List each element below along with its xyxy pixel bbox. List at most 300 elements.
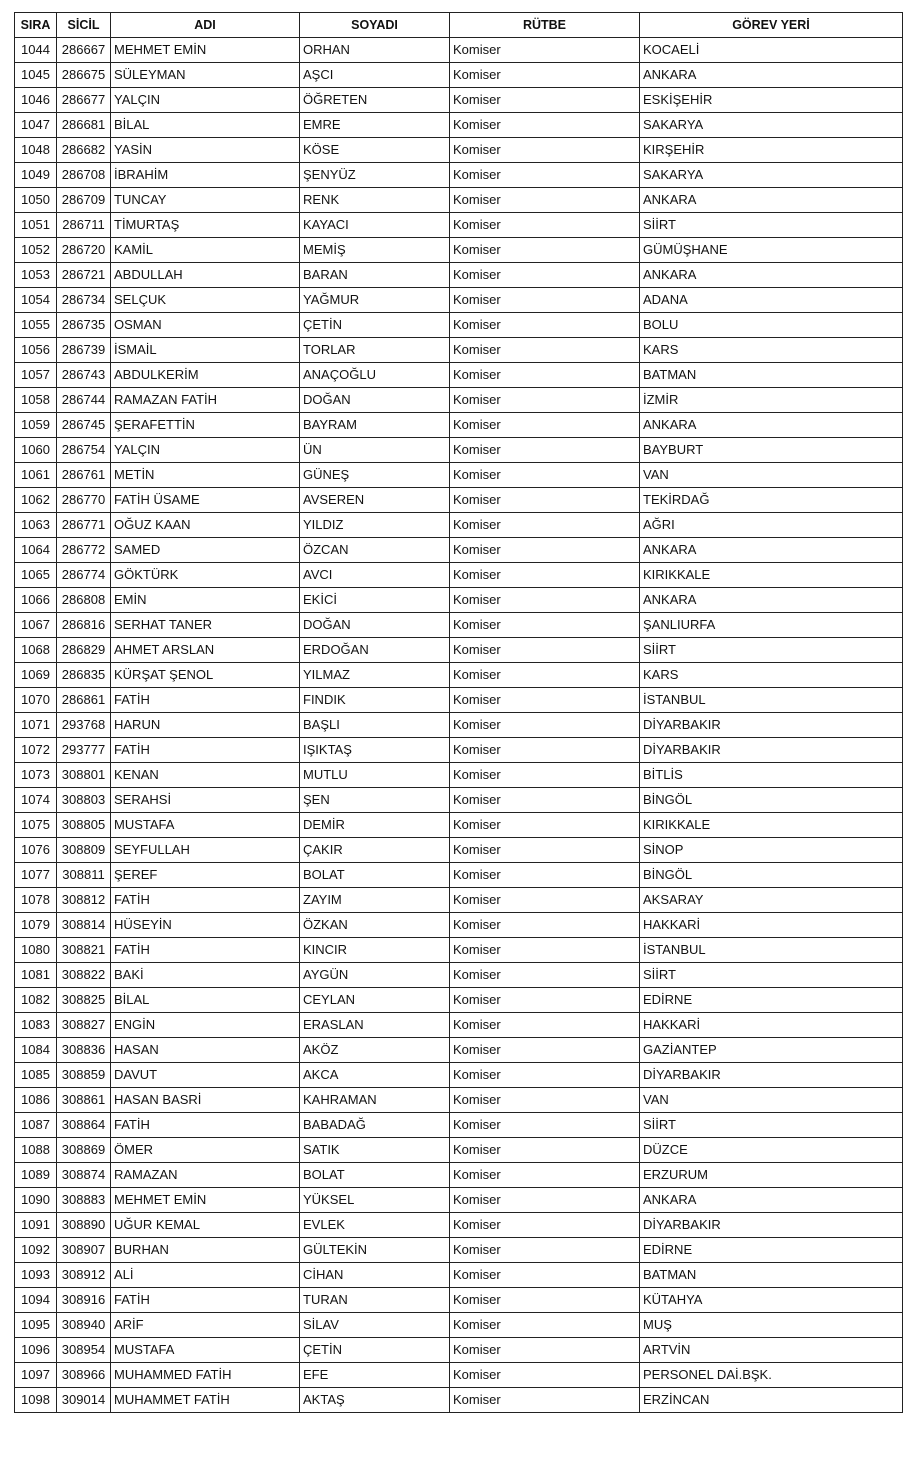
table-row bbox=[15, 88, 903, 113]
soyadi-cell: KAHRAMAN bbox=[300, 1088, 450, 1113]
soyadi-cell: AKÖZ bbox=[300, 1038, 450, 1063]
table-row bbox=[15, 1138, 903, 1163]
adi-cell: EMİN bbox=[111, 588, 300, 613]
gorev-yeri-cell: AKSARAY bbox=[640, 888, 903, 913]
soyadi-cell: DOĞAN bbox=[300, 388, 450, 413]
adi-cell: ABDULKERİM bbox=[111, 363, 300, 388]
table-row bbox=[15, 113, 903, 138]
rutbe-cell: Komiser bbox=[450, 1288, 640, 1313]
soyadi-cell: EMRE bbox=[300, 113, 450, 138]
gorev-yeri-cell: EDİRNE bbox=[640, 988, 903, 1013]
sira-cell: 1056 bbox=[15, 338, 57, 363]
soyadi-cell: YILMAZ bbox=[300, 663, 450, 688]
sira-cell: 1092 bbox=[15, 1238, 57, 1263]
sicil-cell: 286770 bbox=[57, 488, 111, 513]
table-row bbox=[15, 1038, 903, 1063]
sicil-cell: 286739 bbox=[57, 338, 111, 363]
sira-cell: 1076 bbox=[15, 838, 57, 863]
sira-cell: 1094 bbox=[15, 1288, 57, 1313]
sicil-cell: 286734 bbox=[57, 288, 111, 313]
soyadi-cell: ŞEN bbox=[300, 788, 450, 813]
sira-cell: 1073 bbox=[15, 763, 57, 788]
soyadi-cell: BAYRAM bbox=[300, 413, 450, 438]
soyadi-cell: ERDOĞAN bbox=[300, 638, 450, 663]
sicil-cell: 308822 bbox=[57, 963, 111, 988]
rutbe-cell: Komiser bbox=[450, 988, 640, 1013]
rutbe-cell: Komiser bbox=[450, 188, 640, 213]
sicil-cell: 286761 bbox=[57, 463, 111, 488]
adi-cell: FATİH bbox=[111, 688, 300, 713]
adi-cell: SERHAT TANER bbox=[111, 613, 300, 638]
sicil-cell: 308859 bbox=[57, 1063, 111, 1088]
adi-cell: ŞERAFETTİN bbox=[111, 413, 300, 438]
header-sira: SIRA bbox=[15, 13, 57, 38]
sira-cell: 1093 bbox=[15, 1263, 57, 1288]
table-row bbox=[15, 888, 903, 913]
soyadi-cell: ÇETİN bbox=[300, 313, 450, 338]
rutbe-cell: Komiser bbox=[450, 1363, 640, 1388]
sira-cell: 1085 bbox=[15, 1063, 57, 1088]
table-row bbox=[15, 1288, 903, 1313]
gorev-yeri-cell: DİYARBAKIR bbox=[640, 1063, 903, 1088]
soyadi-cell: ZAYIM bbox=[300, 888, 450, 913]
sicil-cell: 286774 bbox=[57, 563, 111, 588]
soyadi-cell: YAĞMUR bbox=[300, 288, 450, 313]
soyadi-cell: AŞCI bbox=[300, 63, 450, 88]
adi-cell: BİLAL bbox=[111, 113, 300, 138]
adi-cell: AHMET ARSLAN bbox=[111, 638, 300, 663]
sira-cell: 1077 bbox=[15, 863, 57, 888]
table-row bbox=[15, 313, 903, 338]
gorev-yeri-cell: TEKİRDAĞ bbox=[640, 488, 903, 513]
sira-cell: 1059 bbox=[15, 413, 57, 438]
adi-cell: OĞUZ KAAN bbox=[111, 513, 300, 538]
adi-cell: YALÇIN bbox=[111, 88, 300, 113]
adi-cell: MUSTAFA bbox=[111, 813, 300, 838]
adi-cell: TUNCAY bbox=[111, 188, 300, 213]
soyadi-cell: KINCIR bbox=[300, 938, 450, 963]
rutbe-cell: Komiser bbox=[450, 1088, 640, 1113]
adi-cell: SAMED bbox=[111, 538, 300, 563]
gorev-yeri-cell: PERSONEL DAİ.BŞK. bbox=[640, 1363, 903, 1388]
soyadi-cell: ÖZKAN bbox=[300, 913, 450, 938]
rutbe-cell: Komiser bbox=[450, 863, 640, 888]
adi-cell: ÖMER bbox=[111, 1138, 300, 1163]
sicil-cell: 308912 bbox=[57, 1263, 111, 1288]
rutbe-cell: Komiser bbox=[450, 438, 640, 463]
table-row bbox=[15, 1063, 903, 1088]
gorev-yeri-cell: AĞRI bbox=[640, 513, 903, 538]
gorev-yeri-cell: KÜTAHYA bbox=[640, 1288, 903, 1313]
rutbe-cell: Komiser bbox=[450, 1138, 640, 1163]
gorev-yeri-cell: SAKARYA bbox=[640, 163, 903, 188]
sicil-cell: 286711 bbox=[57, 213, 111, 238]
adi-cell: SÜLEYMAN bbox=[111, 63, 300, 88]
sicil-cell: 308836 bbox=[57, 1038, 111, 1063]
table-row bbox=[15, 1238, 903, 1263]
soyadi-cell: YÜKSEL bbox=[300, 1188, 450, 1213]
table-row bbox=[15, 263, 903, 288]
gorev-yeri-cell: BATMAN bbox=[640, 363, 903, 388]
sira-cell: 1050 bbox=[15, 188, 57, 213]
soyadi-cell: AKCA bbox=[300, 1063, 450, 1088]
rutbe-cell: Komiser bbox=[450, 913, 640, 938]
header-soyadi: SOYADI bbox=[300, 13, 450, 38]
adi-cell: ARİF bbox=[111, 1313, 300, 1338]
table-row bbox=[15, 963, 903, 988]
adi-cell: ŞEREF bbox=[111, 863, 300, 888]
rutbe-cell: Komiser bbox=[450, 238, 640, 263]
adi-cell: FATİH bbox=[111, 888, 300, 913]
gorev-yeri-cell: KOCAELİ bbox=[640, 38, 903, 63]
rutbe-cell: Komiser bbox=[450, 1063, 640, 1088]
header-sicil: SİCİL bbox=[57, 13, 111, 38]
sicil-cell: 286681 bbox=[57, 113, 111, 138]
sira-cell: 1097 bbox=[15, 1363, 57, 1388]
sicil-cell: 286677 bbox=[57, 88, 111, 113]
soyadi-cell: AYGÜN bbox=[300, 963, 450, 988]
gorev-yeri-cell: KIRIKKALE bbox=[640, 563, 903, 588]
table-row bbox=[15, 1313, 903, 1338]
gorev-yeri-cell: ADANA bbox=[640, 288, 903, 313]
rutbe-cell: Komiser bbox=[450, 713, 640, 738]
gorev-yeri-cell: SİİRT bbox=[640, 213, 903, 238]
sicil-cell: 308864 bbox=[57, 1113, 111, 1138]
sira-cell: 1062 bbox=[15, 488, 57, 513]
sira-cell: 1067 bbox=[15, 613, 57, 638]
adi-cell: MEHMET EMİN bbox=[111, 1188, 300, 1213]
sicil-cell: 286720 bbox=[57, 238, 111, 263]
gorev-yeri-cell: KARS bbox=[640, 338, 903, 363]
gorev-yeri-cell: ARTVİN bbox=[640, 1338, 903, 1363]
sicil-cell: 308805 bbox=[57, 813, 111, 838]
soyadi-cell: YILDIZ bbox=[300, 513, 450, 538]
soyadi-cell: MEMİŞ bbox=[300, 238, 450, 263]
table-row bbox=[15, 788, 903, 813]
personnel-table bbox=[14, 12, 903, 1413]
sira-cell: 1053 bbox=[15, 263, 57, 288]
sicil-cell: 286743 bbox=[57, 363, 111, 388]
sira-cell: 1046 bbox=[15, 88, 57, 113]
sicil-cell: 308803 bbox=[57, 788, 111, 813]
rutbe-cell: Komiser bbox=[450, 388, 640, 413]
soyadi-cell: ANAÇOĞLU bbox=[300, 363, 450, 388]
adi-cell: RAMAZAN FATİH bbox=[111, 388, 300, 413]
sicil-cell: 286772 bbox=[57, 538, 111, 563]
soyadi-cell: IŞIKTAŞ bbox=[300, 738, 450, 763]
gorev-yeri-cell: ESKİŞEHİR bbox=[640, 88, 903, 113]
rutbe-cell: Komiser bbox=[450, 1188, 640, 1213]
soyadi-cell: SATIK bbox=[300, 1138, 450, 1163]
adi-cell: İSMAİL bbox=[111, 338, 300, 363]
rutbe-cell: Komiser bbox=[450, 63, 640, 88]
gorev-yeri-cell: İSTANBUL bbox=[640, 938, 903, 963]
table-row bbox=[15, 288, 903, 313]
sicil-cell: 286771 bbox=[57, 513, 111, 538]
table-row bbox=[15, 1163, 903, 1188]
rutbe-cell: Komiser bbox=[450, 1263, 640, 1288]
sira-cell: 1061 bbox=[15, 463, 57, 488]
table-row bbox=[15, 1113, 903, 1138]
sicil-cell: 286808 bbox=[57, 588, 111, 613]
sicil-cell: 286744 bbox=[57, 388, 111, 413]
sira-cell: 1082 bbox=[15, 988, 57, 1013]
table-row bbox=[15, 563, 903, 588]
table-row bbox=[15, 663, 903, 688]
sira-cell: 1075 bbox=[15, 813, 57, 838]
table-row bbox=[15, 763, 903, 788]
sicil-cell: 308916 bbox=[57, 1288, 111, 1313]
adi-cell: OSMAN bbox=[111, 313, 300, 338]
adi-cell: FATİH bbox=[111, 938, 300, 963]
rutbe-cell: Komiser bbox=[450, 788, 640, 813]
table-row bbox=[15, 588, 903, 613]
rutbe-cell: Komiser bbox=[450, 1213, 640, 1238]
gorev-yeri-cell: BOLU bbox=[640, 313, 903, 338]
sira-cell: 1057 bbox=[15, 363, 57, 388]
table-row bbox=[15, 1338, 903, 1363]
sira-cell: 1096 bbox=[15, 1338, 57, 1363]
soyadi-cell: EKİCİ bbox=[300, 588, 450, 613]
soyadi-cell: GÜLTEKİN bbox=[300, 1238, 450, 1263]
rutbe-cell: Komiser bbox=[450, 163, 640, 188]
gorev-yeri-cell: İZMİR bbox=[640, 388, 903, 413]
soyadi-cell: BABADAĞ bbox=[300, 1113, 450, 1138]
sicil-cell: 308869 bbox=[57, 1138, 111, 1163]
adi-cell: YALÇIN bbox=[111, 438, 300, 463]
gorev-yeri-cell: SİİRT bbox=[640, 1113, 903, 1138]
gorev-yeri-cell: HAKKARİ bbox=[640, 1013, 903, 1038]
rutbe-cell: Komiser bbox=[450, 213, 640, 238]
sicil-cell: 286682 bbox=[57, 138, 111, 163]
gorev-yeri-cell: ANKARA bbox=[640, 538, 903, 563]
sicil-cell: 293768 bbox=[57, 713, 111, 738]
rutbe-cell: Komiser bbox=[450, 613, 640, 638]
gorev-yeri-cell: KARS bbox=[640, 663, 903, 688]
soyadi-cell: BAŞLI bbox=[300, 713, 450, 738]
soyadi-cell: BARAN bbox=[300, 263, 450, 288]
table-row bbox=[15, 238, 903, 263]
adi-cell: RAMAZAN bbox=[111, 1163, 300, 1188]
rutbe-cell: Komiser bbox=[450, 688, 640, 713]
adi-cell: İBRAHİM bbox=[111, 163, 300, 188]
table-row bbox=[15, 713, 903, 738]
rutbe-cell: Komiser bbox=[450, 763, 640, 788]
rutbe-cell: Komiser bbox=[450, 263, 640, 288]
gorev-yeri-cell: ANKARA bbox=[640, 188, 903, 213]
table-row bbox=[15, 213, 903, 238]
table-row bbox=[15, 488, 903, 513]
sira-cell: 1048 bbox=[15, 138, 57, 163]
soyadi-cell: EVLEK bbox=[300, 1213, 450, 1238]
soyadi-cell: ÇETİN bbox=[300, 1338, 450, 1363]
table-row bbox=[15, 813, 903, 838]
sira-cell: 1098 bbox=[15, 1388, 57, 1413]
gorev-yeri-cell: ANKARA bbox=[640, 263, 903, 288]
soyadi-cell: ÖĞRETEN bbox=[300, 88, 450, 113]
adi-cell: BAKİ bbox=[111, 963, 300, 988]
table-row bbox=[15, 38, 903, 63]
adi-cell: TİMURTAŞ bbox=[111, 213, 300, 238]
rutbe-cell: Komiser bbox=[450, 413, 640, 438]
adi-cell: ABDULLAH bbox=[111, 263, 300, 288]
sira-cell: 1055 bbox=[15, 313, 57, 338]
adi-cell: FATİH bbox=[111, 738, 300, 763]
sicil-cell: 308874 bbox=[57, 1163, 111, 1188]
soyadi-cell: DOĞAN bbox=[300, 613, 450, 638]
sira-cell: 1049 bbox=[15, 163, 57, 188]
sira-cell: 1080 bbox=[15, 938, 57, 963]
sicil-cell: 286709 bbox=[57, 188, 111, 213]
sicil-cell: 308811 bbox=[57, 863, 111, 888]
table-row bbox=[15, 388, 903, 413]
gorev-yeri-cell: BİNGÖL bbox=[640, 863, 903, 888]
soyadi-cell: RENK bbox=[300, 188, 450, 213]
soyadi-cell: SİLAV bbox=[300, 1313, 450, 1338]
gorev-yeri-cell: BAYBURT bbox=[640, 438, 903, 463]
table-row bbox=[15, 738, 903, 763]
sicil-cell: 308825 bbox=[57, 988, 111, 1013]
sira-cell: 1066 bbox=[15, 588, 57, 613]
table-row bbox=[15, 438, 903, 463]
sicil-cell: 308883 bbox=[57, 1188, 111, 1213]
gorev-yeri-cell: SİNOP bbox=[640, 838, 903, 863]
sira-cell: 1072 bbox=[15, 738, 57, 763]
soyadi-cell: CEYLAN bbox=[300, 988, 450, 1013]
soyadi-cell: CİHAN bbox=[300, 1263, 450, 1288]
sira-cell: 1081 bbox=[15, 963, 57, 988]
table-row bbox=[15, 1363, 903, 1388]
soyadi-cell: ORHAN bbox=[300, 38, 450, 63]
adi-cell: ALİ bbox=[111, 1263, 300, 1288]
header-gorev-yeri: GÖREV YERİ bbox=[640, 13, 903, 38]
gorev-yeri-cell: VAN bbox=[640, 1088, 903, 1113]
table-row bbox=[15, 1188, 903, 1213]
rutbe-cell: Komiser bbox=[450, 563, 640, 588]
table-row bbox=[15, 938, 903, 963]
adi-cell: BİLAL bbox=[111, 988, 300, 1013]
rutbe-cell: Komiser bbox=[450, 1113, 640, 1138]
sira-cell: 1087 bbox=[15, 1113, 57, 1138]
adi-cell: METİN bbox=[111, 463, 300, 488]
gorev-yeri-cell: ANKARA bbox=[640, 588, 903, 613]
rutbe-cell: Komiser bbox=[450, 113, 640, 138]
sicil-cell: 286667 bbox=[57, 38, 111, 63]
soyadi-cell: AVSEREN bbox=[300, 488, 450, 513]
rutbe-cell: Komiser bbox=[450, 1388, 640, 1413]
sira-cell: 1084 bbox=[15, 1038, 57, 1063]
table-row bbox=[15, 1388, 903, 1413]
sicil-cell: 308809 bbox=[57, 838, 111, 863]
soyadi-cell: BOLAT bbox=[300, 1163, 450, 1188]
sicil-cell: 286829 bbox=[57, 638, 111, 663]
rutbe-cell: Komiser bbox=[450, 38, 640, 63]
rutbe-cell: Komiser bbox=[450, 138, 640, 163]
rutbe-cell: Komiser bbox=[450, 888, 640, 913]
sicil-cell: 308801 bbox=[57, 763, 111, 788]
sicil-cell: 286816 bbox=[57, 613, 111, 638]
rutbe-cell: Komiser bbox=[450, 463, 640, 488]
adi-cell: HÜSEYİN bbox=[111, 913, 300, 938]
sicil-cell: 309014 bbox=[57, 1388, 111, 1413]
rutbe-cell: Komiser bbox=[450, 538, 640, 563]
adi-cell: MUSTAFA bbox=[111, 1338, 300, 1363]
table-row bbox=[15, 363, 903, 388]
adi-cell: FATİH bbox=[111, 1113, 300, 1138]
gorev-yeri-cell: ERZİNCAN bbox=[640, 1388, 903, 1413]
rutbe-cell: Komiser bbox=[450, 838, 640, 863]
gorev-yeri-cell: DİYARBAKIR bbox=[640, 738, 903, 763]
sira-cell: 1052 bbox=[15, 238, 57, 263]
gorev-yeri-cell: GÜMÜŞHANE bbox=[640, 238, 903, 263]
rutbe-cell: Komiser bbox=[450, 288, 640, 313]
gorev-yeri-cell: ANKARA bbox=[640, 413, 903, 438]
sicil-cell: 308821 bbox=[57, 938, 111, 963]
gorev-yeri-cell: BİNGÖL bbox=[640, 788, 903, 813]
sicil-cell: 293777 bbox=[57, 738, 111, 763]
gorev-yeri-cell: BİTLİS bbox=[640, 763, 903, 788]
gorev-yeri-cell: EDİRNE bbox=[640, 1238, 903, 1263]
rutbe-cell: Komiser bbox=[450, 1163, 640, 1188]
sira-cell: 1079 bbox=[15, 913, 57, 938]
adi-cell: SELÇUK bbox=[111, 288, 300, 313]
sicil-cell: 308861 bbox=[57, 1088, 111, 1113]
soyadi-cell: KÖSE bbox=[300, 138, 450, 163]
sicil-cell: 286745 bbox=[57, 413, 111, 438]
sicil-cell: 308812 bbox=[57, 888, 111, 913]
table-row bbox=[15, 338, 903, 363]
adi-cell: MUHAMMET FATİH bbox=[111, 1388, 300, 1413]
rutbe-cell: Komiser bbox=[450, 363, 640, 388]
sira-cell: 1069 bbox=[15, 663, 57, 688]
adi-cell: HASAN bbox=[111, 1038, 300, 1063]
soyadi-cell: AVCI bbox=[300, 563, 450, 588]
rutbe-cell: Komiser bbox=[450, 813, 640, 838]
soyadi-cell: ÜN bbox=[300, 438, 450, 463]
header-adi: ADI bbox=[111, 13, 300, 38]
soyadi-cell: TURAN bbox=[300, 1288, 450, 1313]
sira-cell: 1090 bbox=[15, 1188, 57, 1213]
sicil-cell: 286735 bbox=[57, 313, 111, 338]
adi-cell: YASİN bbox=[111, 138, 300, 163]
table-row bbox=[15, 838, 903, 863]
soyadi-cell: TORLAR bbox=[300, 338, 450, 363]
gorev-yeri-cell: ERZURUM bbox=[640, 1163, 903, 1188]
rutbe-cell: Komiser bbox=[450, 1013, 640, 1038]
rutbe-cell: Komiser bbox=[450, 588, 640, 613]
sicil-cell: 308907 bbox=[57, 1238, 111, 1263]
soyadi-cell: GÜNEŞ bbox=[300, 463, 450, 488]
soyadi-cell: ÇAKIR bbox=[300, 838, 450, 863]
sira-cell: 1078 bbox=[15, 888, 57, 913]
gorev-yeri-cell: GAZİANTEP bbox=[640, 1038, 903, 1063]
table-row bbox=[15, 1088, 903, 1113]
sira-cell: 1064 bbox=[15, 538, 57, 563]
adi-cell: FATİH bbox=[111, 1288, 300, 1313]
gorev-yeri-cell: KIRIKKALE bbox=[640, 813, 903, 838]
rutbe-cell: Komiser bbox=[450, 638, 640, 663]
sira-cell: 1063 bbox=[15, 513, 57, 538]
adi-cell: SERAHSİ bbox=[111, 788, 300, 813]
sicil-cell: 308827 bbox=[57, 1013, 111, 1038]
table-row bbox=[15, 988, 903, 1013]
table-row bbox=[15, 1013, 903, 1038]
table-row bbox=[15, 613, 903, 638]
gorev-yeri-cell: DÜZCE bbox=[640, 1138, 903, 1163]
sicil-cell: 308954 bbox=[57, 1338, 111, 1363]
soyadi-cell: FINDIK bbox=[300, 688, 450, 713]
gorev-yeri-cell: BATMAN bbox=[640, 1263, 903, 1288]
